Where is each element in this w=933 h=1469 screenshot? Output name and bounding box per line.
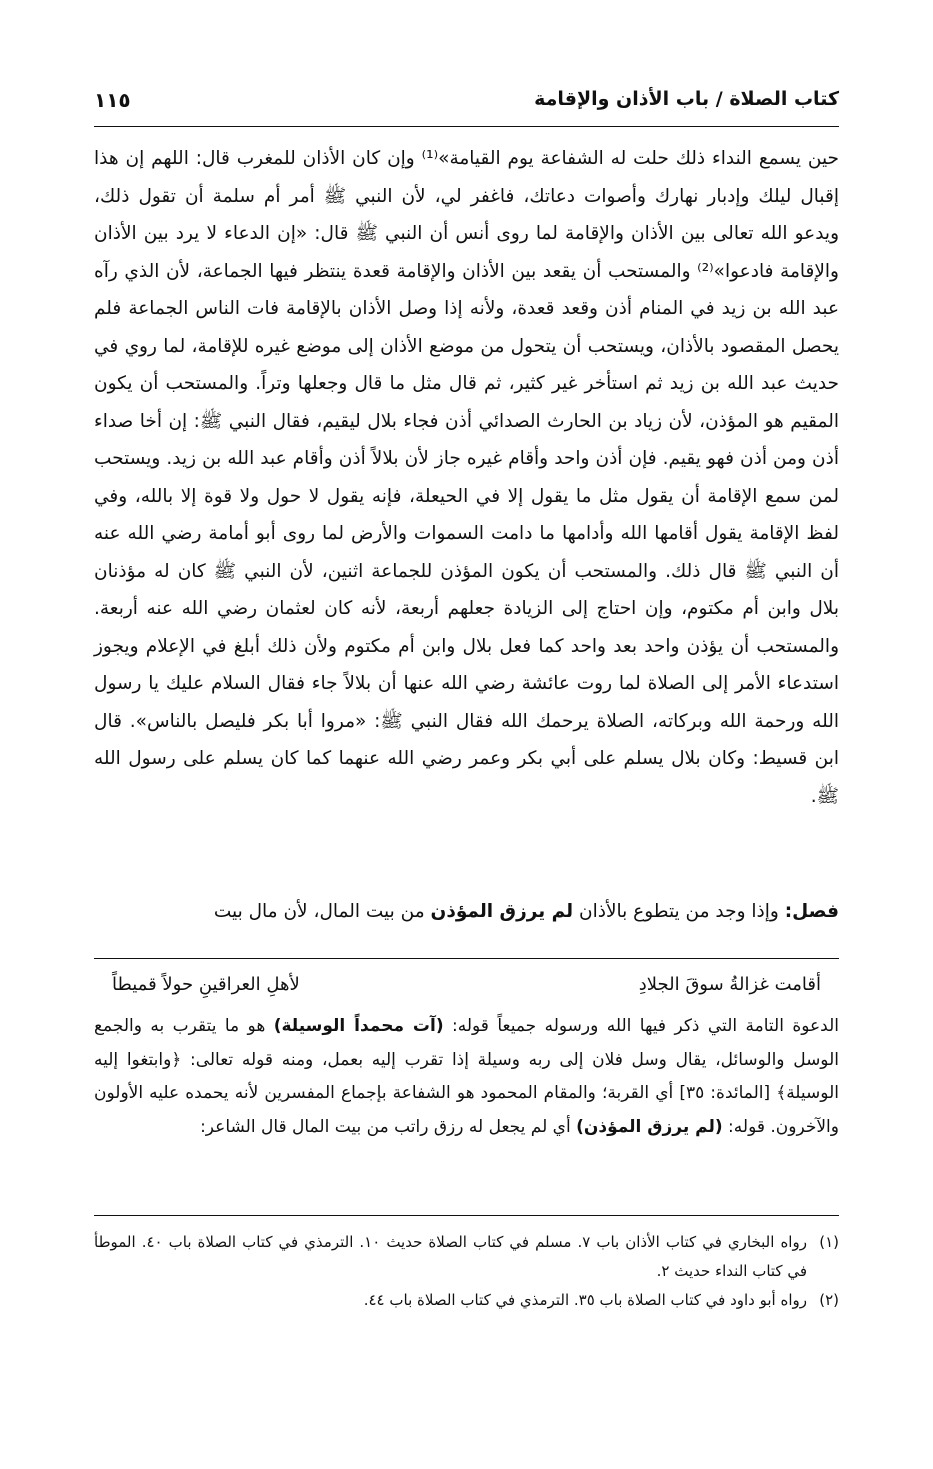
footnote-number: (١) bbox=[819, 1233, 839, 1251]
footnote-divider bbox=[94, 1215, 839, 1216]
footnote-item bbox=[94, 1228, 839, 1286]
footnote-number: (٢) bbox=[819, 1291, 839, 1309]
verse-second-hemistich: لأهلِ العراقينِ حولاً قميطاً bbox=[112, 974, 300, 995]
commentary-part-c: أي لم يجعل له رزق راتب من بيت المال قال الشاعر: bbox=[200, 1116, 577, 1137]
page-header bbox=[94, 82, 839, 127]
fasl-bold-term: لم يرزق المؤذن bbox=[430, 901, 574, 922]
footnote-text: رواه البخاري في كتاب الأذان باب ٧. مسلم في كتاب الصلاة حديث ١٠. الترمذي في كتاب الصلاة باب ٤٠. الموطأ في كتاب النداء حديث ٢. bbox=[94, 1233, 807, 1280]
commentary-part-b: هو ما يتقرب به والجمع الوسل والوسائل، يقال وسل فلان إلى ربه وسيلة إذا تقرب إليه بعمل، ومنه قوله تعالى: ﴿وابتغوا إليه الوسيلة﴾ [المائدة: ٣٥] أي القربة؛ والمقام المحمود هو الشفاعة بإجماع المفسرين لأنه يحمده عليه الأولون والآخرون. قوله: bbox=[94, 1016, 839, 1137]
footnote-item bbox=[94, 1286, 839, 1315]
page-number: ١١٥ bbox=[94, 88, 131, 112]
footnote-text: رواه أبو داود في كتاب الصلاة باب ٣٥. الترمذي في كتاب الصلاة باب ٤٤. bbox=[363, 1291, 807, 1309]
footnotes bbox=[94, 1228, 839, 1315]
fasl-label: فصل: bbox=[784, 901, 839, 922]
fasl-text-a: وإذا وجد من يتطوع بالأذان bbox=[573, 901, 785, 922]
running-title: كتاب الصلاة / باب الأذان والإقامة bbox=[534, 88, 839, 110]
main-paragraph: حين يسمع النداء ذلك حلت له الشفاعة يوم القيامة»⁽¹⁾ وإن كان الأذان للمغرب قال: اللهم إن هذا إقبال ليلك وإدبار نهارك وأصوات دعاتك، فاغفر لي، لأن النبي ﷺ أمر أم سلمة أن تقول ذلك، ويدعو الله تعالى بين الأذان والإقامة لما روى أنس أن النبي ﷺ قال: «إن الدعاء لا يرد بين الأذان والإقامة فادعوا»⁽²⁾ والمستحب أن يقعد بين الأذان والإقامة قعدة ينتظر فيها الجماعة، لأن الذي رآه عبد الله بن زيد في المنام أذن وقعد قعدة، ولأنه إذا وصل الأذان بالإقامة فات الناس الجماعة فلم يحصل المقصود بالأذان، ويستحب أن يتحول من موضع الأذان إلى موضع غيره للإقامة، لما روي في حديث عبد الله بن زيد ثم استأخر غير كثير، ثم قال مثل ما قال وجعلها وتراً. والمستحب أن يكون المقيم هو المؤذن، لأن زياد بن الحارث الصدائي أذن فجاء بلال ليقيم، فقال النبي ﷺ: إن أخا صداء أذن ومن أذن فهو يقيم. فإن أذن واحد وأقام غيره جاز لأن بلالاً أذن وأقام عبد الله بن زيد. ويستحب لمن سمع الإقامة أن يقول مثل ما يقول إلا في الحيعلة، فإنه يقول لا حول ولا قوة إلا بالله، وفي لفظ الإقامة يقول أقامها الله وأدامها ما دامت السموات والأرض لما روى أبو أمامة رضي الله عنه أن النبي ﷺ قال ذلك. والمستحب أن يكون المؤذن للجماعة اثنين، لأن النبي ﷺ كان له مؤذنان بلال وابن أم مكتوم، وإن احتاج إلى الزيادة جعلهم أربعة، لأنه كان لعثمان رضي الله عنه أربعة. والمستحب أن يؤذن واحد بعد واحد كما فعل بلال وابن أم مكتوم ولأن ذلك أبلغ في الإعلام ويجوز استدعاء الأمر إلى الصلاة لما روت عائشة رضي الله عنها أن بلالاً جاء فقال السلام عليك يا رسول الله ورحمة الله وبركاته، الصلاة يرحمك الله فقال النبي ﷺ: «مروا أبا بكر فليصل بالناس». قال ابن قسيط: وكان بلال يسلم على أبي بكر وعمر رضي الله عنهما كما كان يسلم على رسول الله ﷺ. bbox=[94, 148, 839, 807]
commentary-bold-2: (لم يرزق المؤذن) bbox=[576, 1116, 723, 1137]
fasl-paragraph bbox=[94, 893, 839, 931]
main-text bbox=[94, 140, 839, 815]
verse-first-hemistich: أقامت غزالةُ سوقَ الجلادِ bbox=[638, 974, 821, 995]
commentary-part-a: الدعوة التامة التي ذكر فيها الله ورسوله جميعاً قوله: bbox=[443, 1016, 839, 1036]
poetry-verse bbox=[112, 968, 821, 1002]
commentary-bold-1: (آت محمداً الوسيلة) bbox=[273, 1016, 444, 1036]
fasl-text-b: من بيت المال، لأن مال بيت bbox=[213, 901, 431, 922]
commentary-divider bbox=[94, 958, 839, 959]
commentary-text bbox=[94, 1010, 839, 1144]
